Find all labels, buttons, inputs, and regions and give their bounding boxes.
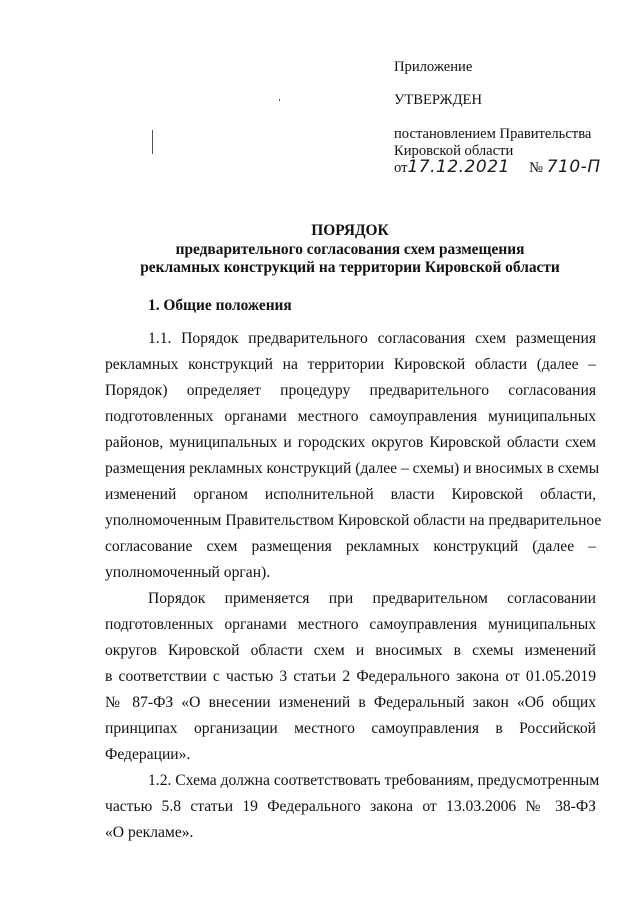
paragraph-line: в соответствии с частью 3 статьи 2 Федерального закона от 01.05.2019 [105, 668, 596, 685]
document-title: ПОРЯДОК [311, 222, 389, 239]
paragraph-line: уполномоченным Правительством Кировской области на предварительное [105, 512, 602, 529]
approved-label: УТВЕРЖДЕН [394, 92, 482, 108]
scan-artifact-line [152, 130, 153, 154]
document-subtitle-line-2: рекламных конструкций на территории Кировской области [140, 259, 560, 276]
paragraph-line: Порядок) определяет процедуру предварительного согласования [105, 382, 596, 399]
paragraph-line: согласование схем размещения рекламных конструкций (далее – [105, 538, 596, 555]
paragraph-line: подготовленных органами местного самоуправления муниципальных [105, 408, 596, 425]
paragraph-line: Федерации». [105, 746, 191, 763]
paragraph-line: принципах организации местного самоуправления в Российской [105, 720, 596, 737]
number-prefix: № [529, 160, 544, 176]
paragraph-line: Порядок применяется при предварительном согласовании [148, 590, 596, 607]
paragraph-line: частью 5.8 статьи 19 Федерального закона от 13.03.2006 № 38-ФЗ [105, 798, 596, 815]
decree-date-number [394, 158, 601, 177]
scan-artifact-dot [279, 99, 280, 101]
appendix-label: Приложение [394, 59, 473, 75]
paragraph-line: рекламных конструкций на территории Кировской области (далее – [105, 356, 596, 373]
document-subtitle-line-1: предварительного согласования схем размещения [175, 241, 525, 258]
from-prefix: от [394, 160, 408, 176]
section-heading: 1. Общие положения [148, 297, 292, 314]
paragraph-line: округов Кировской области схем и вносимых в схемы изменений [105, 642, 596, 659]
decree-line-2: Кировской области [394, 143, 514, 159]
decree-line-1: постановлением Правительства [394, 126, 592, 142]
handwritten-date: 17.12.2021 [407, 157, 510, 177]
paragraph-line: районов, муниципальных и городских округов Кировской области схем [105, 434, 596, 451]
paragraph-line: подготовленных органами местного самоуправления муниципальных [105, 616, 596, 633]
paragraph-line: размещения рекламных конструкций (далее – схемы) и вносимых в схемы [105, 460, 600, 477]
paragraph-line: уполномоченный орган). [105, 564, 271, 581]
paragraph-line: «О рекламе». [105, 824, 194, 841]
paragraph-line: 1.2. Схема должна соответствовать требованиям, предусмотренным [148, 772, 600, 789]
paragraph-line: изменений органом исполнительной власти Кировской области, [105, 486, 596, 503]
handwritten-number: 710-П [546, 157, 601, 177]
paragraph-line: 1.1. Порядок предварительного согласования схем размещения [148, 330, 596, 347]
paragraph-line: № 87-ФЗ «О внесении изменений в Федеральный закон «Об общих [105, 694, 596, 711]
